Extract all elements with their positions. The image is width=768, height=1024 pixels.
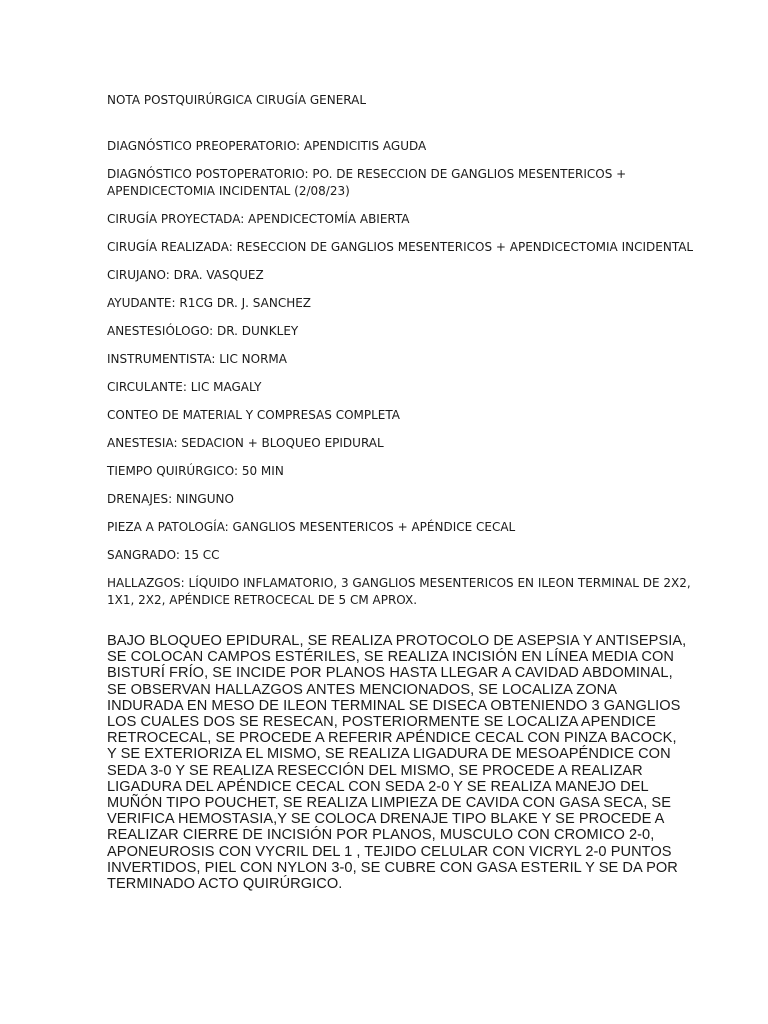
field-line: 1X1, 2X2, APÉNDICE RETROCECAL DE 5 CM APROX. [107,593,418,607]
field-line: CIRUGÍA PROYECTADA: APENDICECTOMÍA ABIERTA [107,212,410,226]
field-performed-surgery [107,239,694,256]
narrative-line: APONEUROSIS CON VYCRIL DEL 1 , TEJIDO CELULAR CON VICRYL 2-0 PUNTOS [107,843,672,860]
narrative-line: VERIFICA HEMOSTASIA,Y SE COLOCA DRENAJE TIPO BLAKE Y SE PROCEDE A [107,811,665,828]
narrative-line: SE OBSERVAN HALLAZGOS ANTES MENCIONADOS, SE LOCALIZA ZONA [107,681,617,698]
surgical-narrative [107,633,687,893]
field-line: CIRUJANO: DRA. VASQUEZ [107,268,264,282]
field-surgical-time [107,463,667,480]
field-anesthesia [107,435,667,452]
narrative-line: TERMINADO ACTO QUIRÚRGICO. [107,876,343,893]
field-line: CONTEO DE MATERIAL Y COMPRESAS COMPLETA [107,408,400,422]
field-line: SANGRADO: 15 CC [107,548,220,562]
narrative-line: INVERTIDOS, PIEL CON NYLON 3-0, SE CUBRE CON GASA ESTERIL Y SE DA POR [107,859,678,876]
narrative-line: INDURADA EN MESO DE ILEON TERMINAL SE DISECA OBTENIENDO 3 GANGLIOS [107,697,681,714]
note-fields [107,138,694,620]
field-line: ANESTESIA: SEDACION + BLOQUEO EPIDURAL [107,436,384,450]
field-assistant [107,295,667,312]
field-circulator [107,379,667,396]
narrative-line: REALIZAR CIERRE DE INCISIÓN POR PLANOS, MUSCULO CON CROMICO 2-0, [107,827,655,844]
field-line: DIAGNÓSTICO PREOPERATORIO: APENDICITIS AGUDA [107,139,427,153]
field-surgeon [107,267,667,284]
field-line: INSTRUMENTISTA: LIC NORMA [107,352,287,366]
narrative-line: MUÑÓN TIPO POUCHET, SE REALIZA LIMPIEZA DE CAVIDA CON GASA SECA, SE [107,795,671,812]
field-line: TIEMPO QUIRÚRGICO: 50 MIN [107,464,284,478]
field-line: ANESTESIÓLOGO: DR. DUNKLEY [107,324,299,338]
narrative-line: BISTURÍ FRÍO, SE INCIDE POR PLANOS HASTA LLEGAR A CAVIDAD ABDOMINAL, [107,665,673,682]
narrative-line: LOS CUALES DOS SE RESECAN, POSTERIORMENTE SE LOCALIZA APENDICE [107,714,656,731]
field-material-count [107,407,667,424]
field-line: APENDICECTOMIA INCIDENTAL (2/08/23) [107,184,350,198]
field-anesthesiologist [107,323,667,340]
field-drains [107,491,667,508]
field-line: DRENAJES: NINGUNO [107,492,234,506]
narrative-line: BAJO BLOQUEO EPIDURAL, SE REALIZA PROTOCOLO DE ASEPSIA Y ANTISEPSIA, [107,633,687,649]
narrative-line: SE COLOCAN CAMPOS ESTÉRILES, SE REALIZA INCISIÓN EN LÍNEA MEDIA CON [107,649,674,666]
field-planned-surgery [107,211,667,228]
field-line: HALLAZGOS: LÍQUIDO INFLAMATORIO, 3 GANGLIOS MESENTERICOS EN ILEON TERMINAL DE 2X2, [107,576,691,590]
field-line: PIEZA A PATOLOGÍA: GANGLIOS MESENTERICOS + APÉNDICE CECAL [107,520,516,534]
field-instrumentist [107,351,667,368]
narrative-line: Y SE EXTERIORIZA EL MISMO, SE REALIZA LIGADURA DE MESOAPÉNDICE CON [107,746,671,763]
field-bleeding [107,547,667,564]
field-preoperative-diagnosis [107,138,667,155]
narrative-line: SEDA 3-0 Y SE REALIZA RESECCIÓN DEL MISMO, SE PROCEDE A REALIZAR [107,762,643,779]
field-line: AYUDANTE: R1CG DR. J. SANCHEZ [107,296,312,310]
narrative-line: RETROCECAL, SE PROCEDE A REFERIR APÉNDICE CECAL CON PINZA BACOCK, [107,730,677,747]
field-findings [107,575,691,609]
field-line: CIRCULANTE: LIC MAGALY [107,380,262,394]
field-pathology-specimen [107,519,667,536]
field-postoperative-diagnosis [107,166,667,200]
narrative-line: LIGADURA DEL APÉNDICE CECAL CON SEDA 2-0 Y SE REALIZA MANEJO DEL [107,778,649,795]
field-line: DIAGNÓSTICO POSTOPERATORIO: PO. DE RESECCION DE GANGLIOS MESENTERICOS + [107,167,627,181]
document-title: NOTA POSTQUIRÚRGICA CIRUGÍA GENERAL [107,93,367,107]
field-line: CIRUGÍA REALIZADA: RESECCION DE GANGLIOS MESENTERICOS + APENDICECTOMIA INCIDENTAL [107,240,694,254]
